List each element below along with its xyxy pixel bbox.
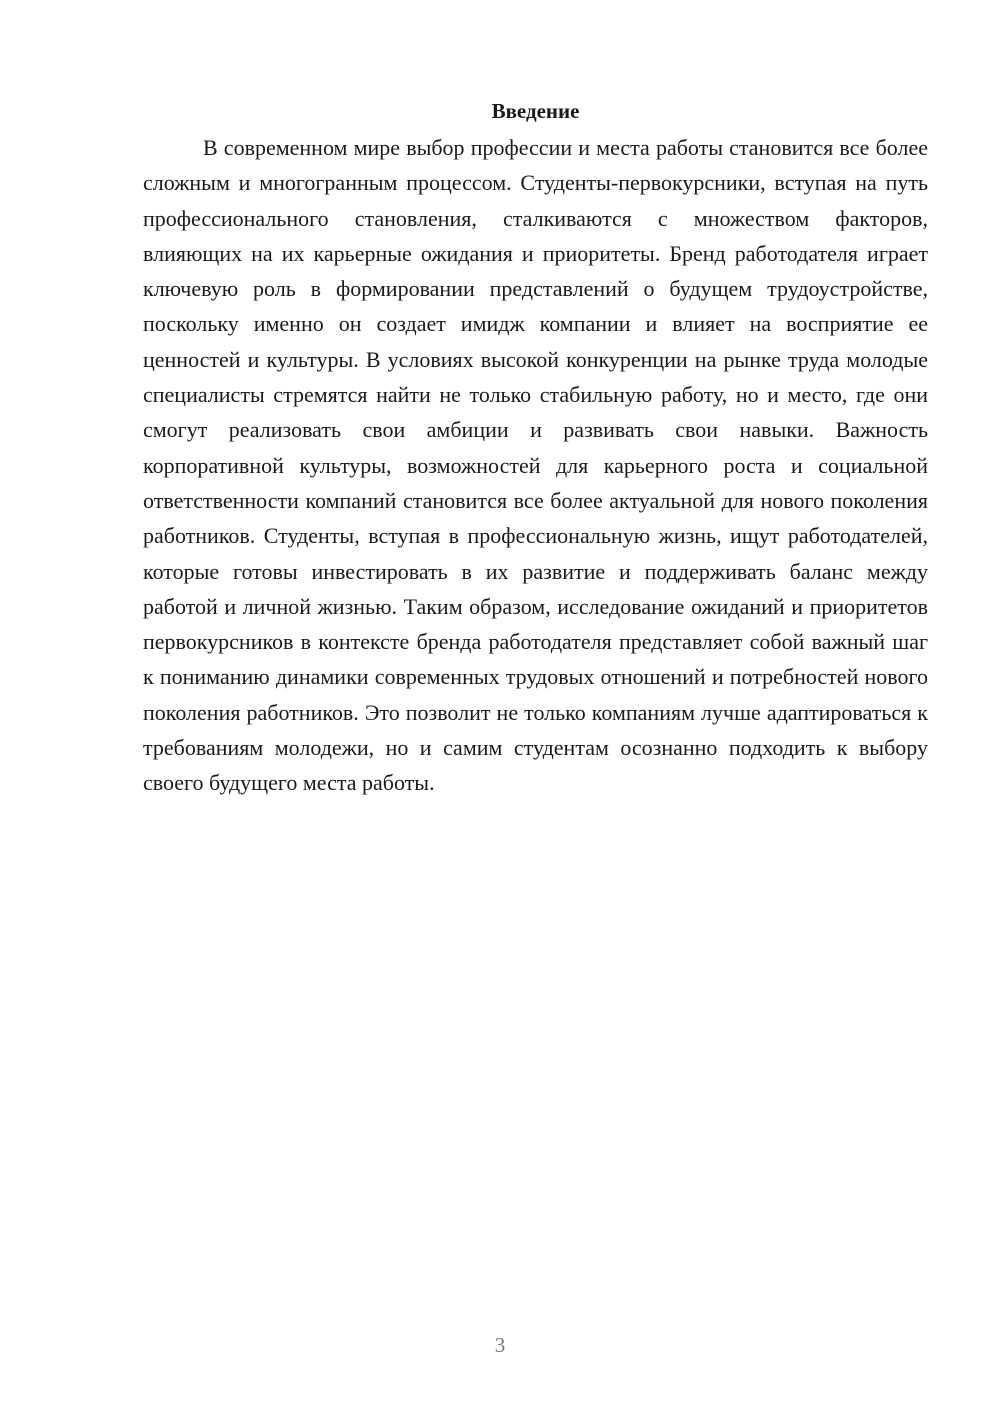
section-heading: Введение [491, 99, 580, 123]
page-number: 3 [494, 1333, 506, 1357]
intro-paragraph: В современном мире выбор профессии и места работы становится все более сложным и многогранным процессом. Студенты-первокурсники, вступая на путь профессионального становления, сталкиваются с множеством факторов, влияющих на их карьерные ожидания и приоритеты. Бренд работодателя играет ключевую роль в формировании представлений о будущем трудоустройстве, поскольку именно он создает имидж компании и влияет на восприятие ее ценностей и культуры. В условиях высокой конкуренции на рынке труда молодые специалисты стремятся найти не только стабильную работу, но и место, где они смогут реализовать свои амбиции и развивать свои навыки. Важность корпоративной культуры, возможностей для карьерного роста и социальной ответственности компаний становится все более актуальной для нового поколения работников. Студенты, вступая в профессиональную жизнь, ищут работодателей, которые готовы инвестировать в их развитие и поддерживать баланс между работой и личной жизнью. Таким образом, исследование ожиданий и приоритетов первокурсников в контексте бренда работодателя представляет собой важный шаг к пониманию динамики современных трудовых отношений и потребностей нового поколения работников. Это позволит не только компаниям лучше адаптироваться к требованиям молодежи, но и самим студентам осознанно подходить к выбору своего будущего места работы. [143, 135, 928, 796]
page-content [143, 95, 928, 801]
